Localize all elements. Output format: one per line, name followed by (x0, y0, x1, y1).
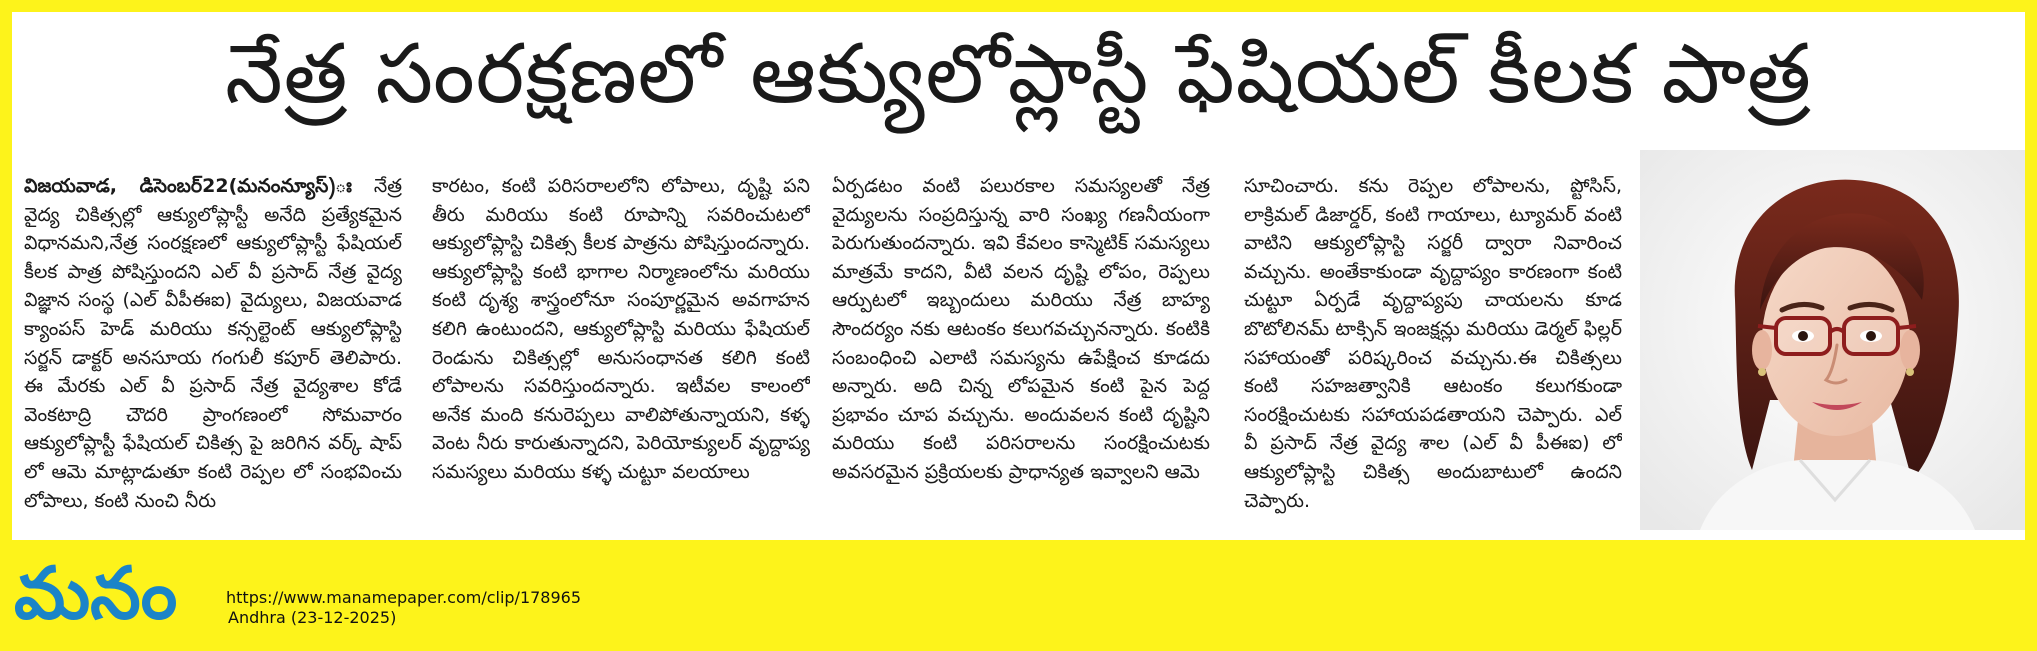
news-clip (12, 12, 2025, 540)
manam-logo (14, 550, 214, 632)
article-column-1 (24, 172, 402, 540)
source-url[interactable]: https://www.manamepaper.com/clip/178965 (226, 588, 582, 607)
article-column-2: కారటం, కంటి పరిసరాలలోని లోపాలు, దృష్టి పని తీరు మరియు కంటి రూపాన్ని సవరించుటలో ఆక్యులోప్లాస్టి చికిత్స కీలక పాత్రను పోషిస్తుందన్నారు. ఆక్యులోప్లాస్టి కంటి భాగాల నిర్మాణంలోను మరియు కంటి దృశ్య శాస్త్రంలోనూ సంపూర్ణమైన అవగాహన కలిగి ఉంటుందని, ఆక్యులోప్లాస్టి మరియు ఫేషియల్ రెండును చికిత్సల్లో అనుసంధానత కలిగి కంటి లోపాలను సవరిస్తుందన్నారు. ఇటీవల కాలంలో అనేక మంది కనురెప్పలు వాలిపోతున్నాయని, కళ్ళ వెంట నీరు కారుతున్నాదని, పెరియోక్యులర్ వృద్దాప్య సమస్యలు మరియు కళ్ళ చుట్టూ వలయాలు (432, 175, 810, 483)
article-column-4: సూచించారు. కను రెప్పల లోపాలను, ప్టోసిస్, లాక్రిమల్ డిజార్డర్, కంటి గాయాలు, ట్యూమర్ వంటి వాటిని ఆక్యులోప్లాస్టి సర్జరీ ద్వారా నివారించ వచ్చును. అంతేకాకుండా వృద్దాప్యం కారణంగా కంటి చుట్టూ ఏర్పడే వృద్దాప్యపు చాయలను కూడ బొటోలినమ్ టాక్సిన్ ఇంజక్షన్లు మరియు డెర్మల్ ఫిల్లర్ సహాయంతో పరిష్కరించ వచ్చును.ఈ చికిత్సలు కంటి సహజత్వానికి ఆటంకం కలుగకుండా సంరక్షించుటకు సహాయపడతాయని చెప్పారు. ఎల్ వీ ప్రసాద్ నేత్ర వైద్య శాల (ఎల్ వీ పీఈఐ) లో ఆక్యులోప్లాస్టి చికిత్స అందుబాటులో ఉందని చెప్పారు. (1244, 175, 1622, 512)
source-edition: Andhra (23-12-2025) (228, 608, 397, 627)
article-column-1-text: నేత్ర వైద్య చికిత్సల్లో ఆక్యులోప్లాస్టీ అనేది ప్రత్యేకమైన విధానమని,నేత్ర సంరక్షణలో ఆక్యులోప్లాస్టీ ఫేషియల్ కీలక పాత్ర పోషిస్తుందని ఎల్ వీ ప్రసాద్ నేత్ర వైద్య విజ్ఞాన సంస్థ (ఎల్ వీపీఈఐ) వైద్యులు, విజయవాడ క్యాంపస్ హెడ్ మరియు కన్సల్టెంట్ ఆక్యులోప్లాస్టి సర్జన్ డాక్టర్ అనసూయ గంగులీ కపూర్ తెలిపారు. ఈ మేరకు ఎల్ వీ ప్రసాద్ నేత్ర వైద్యశాల కోడే వెంకటాద్రి చౌదరి ప్రాంగణంలో సోమవారం ఆక్యులోప్లాస్టీ ఫేషియల్ చికిత్స పై జరిగిన వర్క్ షాప్ లో ఆమె మాట్లాడుతూ కంటి రెప్పల లో సంభవించు లోపాలు, కంటి నుంచి నీరు (24, 175, 402, 512)
article-column-3: ఏర్పడటం వంటి పలురకాల సమస్యలతో నేత్ర వైద్యులను సంప్రదిస్తున్న వారి సంఖ్య గణనీయంగా పెరుగుతుందన్నారు. ఇవి కేవలం కాస్మెటిక్ సమస్యలు మాత్రమే కాదని, వీటి వలన దృష్టి లోపం, రెప్పలు ఆర్పుటలో ఇబ్బందులు మరియు నేత్ర బాహ్య సౌందర్యం నకు ఆటంకం కలుగవచ్చునన్నారు. కంటికి సంబంధించి ఎలాటి సమస్యను ఉపేక్షించ కూడదు అన్నారు. అది చిన్న లోపమైన కంటి పైన పెద్ద ప్రభావం చూప వచ్చును. అందువలన కంటి దృష్టిని మరియు కంటి పరిసరాలను సంరక్షించుటకు అవసరమైన ప్రక్రియలకు ప్రాధాన్యత ఇవ్వాలని ఆమె (832, 175, 1210, 483)
logo-text: మనం (14, 551, 178, 632)
article-dateline: విజయవాడ, డిసెంబర్22(మనంన్యూస్)ః (24, 175, 352, 197)
portrait-photo (1640, 150, 2025, 530)
article-headline: నేత్ర సంరక్షణలో ఆక్యులోప్లాస్టీ ఫేషియల్ కీలక పాత్ర (225, 26, 1812, 122)
